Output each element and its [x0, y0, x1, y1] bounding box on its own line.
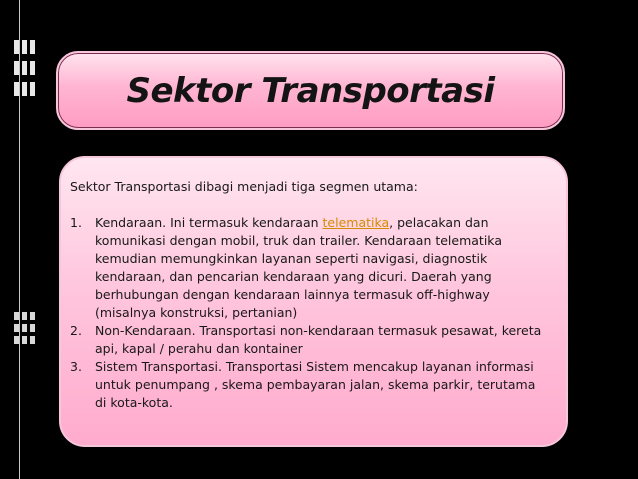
list-number: 2.: [70, 323, 82, 338]
decorative-squares-top: [14, 40, 36, 96]
content-text: [70, 178, 548, 412]
telematika-link[interactable]: telematika: [322, 215, 390, 230]
list-number: 3.: [70, 359, 82, 374]
item-text-post: , pelacakan dan komunikasi dengan mobil, truk dan trailer. Kendaraan telematika kemudian memungkinkan layanan seperti navigasi, diagnostik kendaraan, dan pencarian kendaraan yang dicuri. Daerah yang berhubungan dengan kendaraan lainnya termasuk off-highway (misalnya konstruksi, pertanian): [95, 215, 502, 320]
item-text-pre: Kendaraan. Ini termasuk kendaraan: [95, 215, 323, 230]
segment-list: [70, 214, 548, 412]
list-item: [70, 214, 548, 322]
item-text: Sistem Transportasi. Transportasi Sistem mencakup layanan informasi untuk penumpang , skema pembayaran jalan, skema parkir, terutama di kota-kota.: [95, 359, 536, 410]
item-text: Non-Kendaraan. Transportasi non-kendaraan termasuk pesawat, kereta api, kapal / perahu dan kontainer: [95, 323, 542, 356]
list-item: [70, 322, 548, 358]
list-item: [70, 358, 548, 412]
list-number: 1.: [70, 215, 82, 230]
slide-title: Sektor Transportasi: [126, 70, 495, 111]
decorative-squares-bottom: [14, 312, 36, 352]
title-box: [56, 51, 565, 130]
intro-text: Sektor Transportasi dibagi menjadi tiga segmen utama:: [70, 179, 418, 194]
